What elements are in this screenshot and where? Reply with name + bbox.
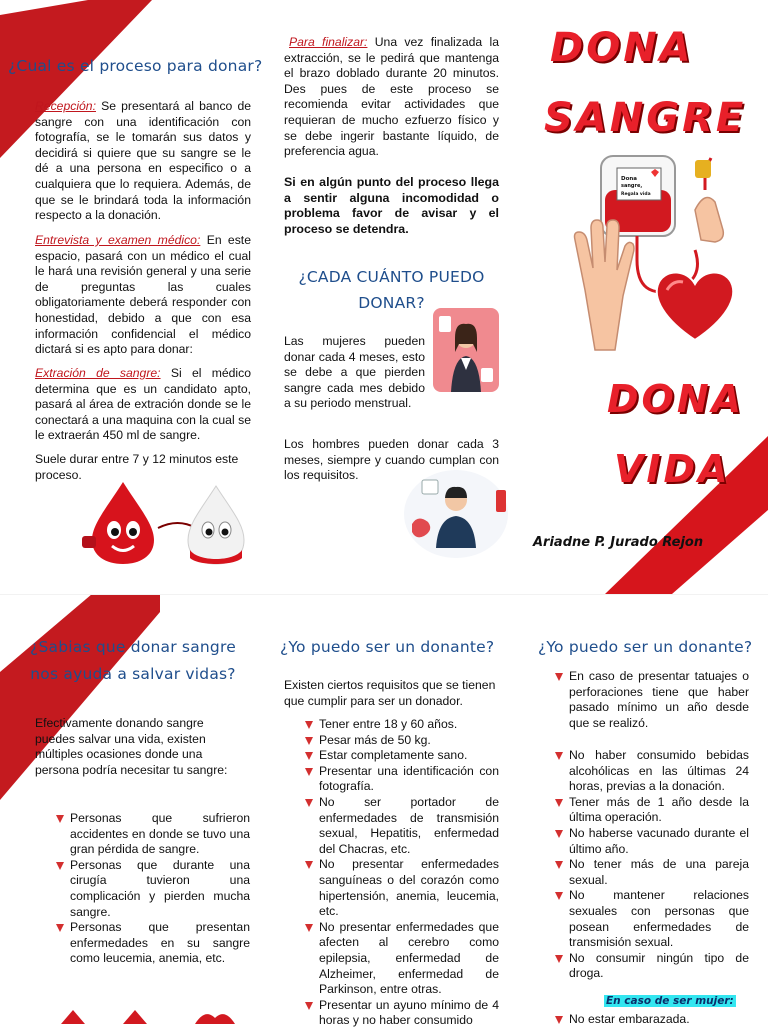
list-item: Tener más de 1 año desde la última operación. bbox=[553, 795, 749, 826]
warning-text: Si en algún punto del proceso llega a sentir alguna incomodidad o problema favor de avisar y el proceso se detendra. bbox=[284, 175, 499, 236]
list-item: No consumir ningún tipo de droga. bbox=[553, 951, 749, 982]
list-item: Personas que sufrieron accidentes en donde se tuvo una gran pérdida de sangre. bbox=[54, 811, 250, 858]
list-item: No presentar enfermedades que afecten al cerebro como epilepsia, enfermedad de Alzheimer, enfermedad de Parkinson, entre otras. bbox=[303, 920, 499, 998]
cover-title-sangre: SANGRE bbox=[544, 95, 747, 141]
list-item: Tener entre 18 y 60 años. bbox=[303, 717, 499, 733]
list-item: No tener más de una pareja sexual. bbox=[553, 857, 749, 888]
list-item: No presentar enfermedades sanguíneas o del corazón como hipertensión, anemia, leucemia, etc. bbox=[303, 857, 499, 919]
list-item: No ser portador de enfermedades de transmisión sexual, Hepatitis, enfermedad del Chacras, etc. bbox=[303, 795, 499, 857]
finalize-text: Una vez finalizada la extracción, se le pedirá que mantenga el brazo doblado durante 20 minutos. Des pues de este proceso se recomienda evitar actividades que requieran de mucho ezfuerzo físico y se debe ingerir bastante líquido, de preferencia agua. bbox=[284, 35, 499, 159]
bag-label-2: sangre, bbox=[621, 183, 643, 189]
donor-heading-2: ¿Yo puedo ser un donante? bbox=[538, 638, 753, 656]
requirements-list bbox=[303, 717, 499, 1029]
woman-donor-illustration bbox=[433, 308, 499, 392]
fold-divider bbox=[0, 594, 768, 595]
bottom-drops-decoration bbox=[55, 1006, 245, 1024]
list-item: No haber consumido bebidas alcohólicas en las últimas 24 horas, previas a la donación. bbox=[553, 748, 749, 795]
list-item: No haberse vacunado durante el último año. bbox=[553, 826, 749, 857]
blood-drop-mascots-illustration bbox=[78, 478, 248, 566]
list-item: Personas que durante una cirugía tuvieron una complicación y pierden mucha sangre. bbox=[54, 858, 250, 920]
extraction-label: Extración de sangre: bbox=[35, 366, 161, 380]
list-item: No estar embarazada. bbox=[553, 1012, 749, 1028]
list-item: No mantener relaciones sexuales con personas que posean enfermedades de transmisión sexual. bbox=[553, 888, 749, 950]
women-frequency-text: Las mujeres pueden donar cada 4 meses, esto se debe a que pierden sangre cada mes debido a su periodo menstrual. bbox=[284, 334, 425, 411]
save-lives-intro: Efectivamente donando sangre puedes salvar una vida, existen múltiples ocasiones donde una persona podría necesitar tu sangre: bbox=[35, 716, 228, 777]
list-item: Personas que presentan enfermedades en su sangre como leucemia, anemia, etc. bbox=[54, 920, 250, 967]
save-lives-heading: ¿Sabias que donar sangre nos ayuda a salvar vidas? bbox=[30, 638, 236, 683]
reception-label: Recepción: bbox=[35, 99, 96, 113]
list-item: Pesar más de 50 kg. bbox=[303, 733, 499, 749]
blood-donation-illustration bbox=[555, 150, 750, 370]
donor-heading-1: ¿Yo puedo ser un donante? bbox=[280, 638, 495, 656]
list-item: Estar completamente sano. bbox=[303, 748, 499, 764]
extraction-text: Si el médico determina que es un candidato apto, pasará al área de extración donde se le conectará a una maquina con la cual se le extraerán 450 ml de sangre. bbox=[35, 366, 251, 443]
finalize-paragraph bbox=[284, 35, 499, 160]
bag-label-3: Regala vida bbox=[621, 192, 651, 197]
list-item: Presentar una identificación con fotografía. bbox=[303, 764, 499, 795]
man-donor-illustration bbox=[400, 466, 508, 558]
list-item: En caso de presentar tatuajes o perforaciones tiene que haber pasado mínimo un año desde que se realizó. bbox=[553, 669, 749, 731]
extra-requirements-list-b bbox=[553, 748, 749, 982]
process-heading: ¿Cual es el proceso para donar? bbox=[8, 57, 263, 75]
cover-title-dona: DONA bbox=[550, 25, 694, 71]
finalize-label: Para finalizar: bbox=[289, 35, 368, 49]
extraction-paragraph bbox=[35, 366, 251, 444]
reception-text: Se presentará al banco de sangre con una identificación con fotografía, se le tomarán sus datos y decidirá si quiere que su sangre se le dé a una persona en especifico o a cualquiera que lo requiera. Además, de que se le brindará toda la información respecto a la donación. bbox=[35, 99, 251, 223]
save-lives-list bbox=[54, 811, 250, 967]
cover-title-vida: VIDA bbox=[614, 447, 731, 491]
duration-text: Suele durar entre 7 y 12 minutos este proceso. bbox=[35, 452, 239, 482]
list-item: Presentar un ayuno mínimo de 4 horas y no haber consumido bbox=[303, 998, 499, 1029]
frequency-heading: ¿CADA CUÁNTO PUEDO DONAR? bbox=[298, 268, 485, 312]
interview-label: Entrevista y examen médico: bbox=[35, 233, 201, 247]
women-condition-label: En caso de ser mujer: bbox=[606, 995, 734, 1007]
bag-label-1: Dona bbox=[621, 176, 637, 182]
men-frequency-text: Los hombres pueden donar cada 3 meses, siempre y cuando cumplan con los requisitos. bbox=[284, 437, 499, 483]
extra-requirements-list-a bbox=[553, 669, 749, 731]
requirements-intro: Existen ciertos requisitos que se tienen que cumplir para ser un donador. bbox=[284, 678, 496, 708]
interview-text: En este espacio, pasará con un médico el cual le hará una revisión general y una serie de preguntas las cuales obligatoriamente deberá responder con honestidad, debido a que con esa información confidencial el médico dictará si es apto para donar: bbox=[35, 233, 251, 357]
interview-paragraph bbox=[35, 233, 251, 358]
cover-title-dona-2: DONA bbox=[607, 377, 745, 421]
author-name: Ariadne P. Jurado Rejon bbox=[533, 535, 704, 550]
women-condition-list bbox=[553, 1012, 749, 1028]
reception-paragraph bbox=[35, 99, 251, 224]
